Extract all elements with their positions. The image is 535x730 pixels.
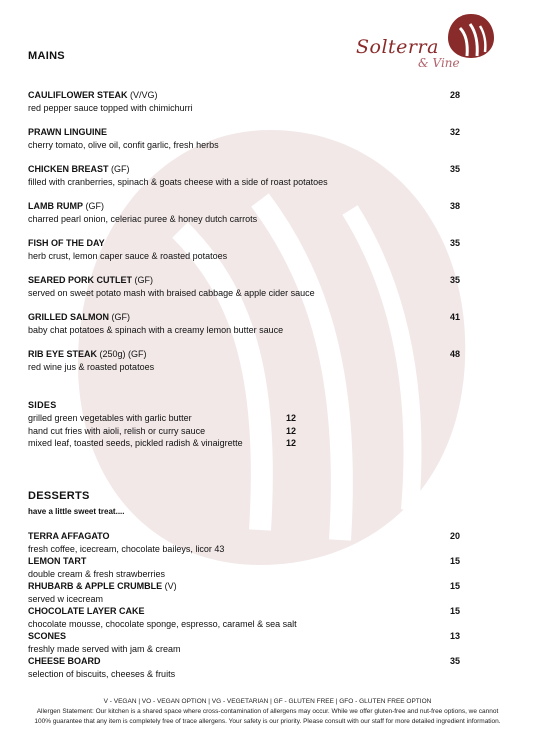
item-title: CHICKEN BREAST [28, 164, 109, 174]
item-description: charred pearl onion, celeriac puree & honey dutch carrots [28, 214, 258, 224]
item-name [28, 530, 460, 542]
item-title: SCONES [28, 631, 67, 641]
item-title: CHOCOLATE LAYER CAKE [28, 606, 145, 616]
item-description: served on sweet potato mash with braised cabbage & apple cider sauce [28, 288, 315, 298]
item-title: FISH OF THE DAY [28, 238, 105, 248]
menu-item [28, 555, 460, 580]
desserts-subtitle: have a little sweet treat.... [28, 507, 125, 516]
item-name [28, 274, 460, 286]
menu-item [28, 163, 460, 188]
brand-subname: & Vine [418, 56, 460, 70]
menu-item [28, 200, 460, 225]
side-item [28, 412, 296, 424]
item-price: 20 [449, 531, 460, 541]
menu-item [28, 655, 460, 680]
item-title: CHEESE BOARD [28, 656, 101, 666]
side-item [28, 425, 296, 437]
menu-item [28, 126, 460, 151]
item-price: 15 [449, 581, 460, 591]
item-description: red wine jus & roasted potatoes [28, 362, 155, 372]
item-title: LAMB RUMP [28, 201, 83, 211]
item-description: served w icecream [28, 594, 104, 604]
dietary-legend: V - VEGAN | VO - VEGAN OPTION | VG - VEGETARIAN | GF - GLUTEN FREE | GFO - GLUTEN FREE OPTION [103, 698, 432, 705]
item-dietary-tag: (250g) (GF) [97, 349, 147, 359]
item-price: 15 [449, 606, 460, 616]
item-name [28, 200, 460, 212]
item-price: 15 [449, 556, 460, 566]
item-title: RIB EYE STEAK [28, 349, 98, 359]
item-dietary-tag: (GF) [83, 201, 104, 211]
item-price: 13 [449, 631, 460, 641]
item-name [28, 605, 460, 617]
menu-item [28, 237, 460, 262]
menu-item [28, 89, 460, 114]
item-price: 35 [449, 656, 460, 666]
item-title: CAULIFLOWER STEAK [28, 90, 128, 100]
menu-item [28, 530, 460, 555]
item-title: TERRA AFFAGATO [28, 531, 110, 541]
item-description: filled with cranberries, spinach & goats cheese with a side of roast potatoes [28, 177, 328, 187]
side-description: hand cut fries with aioli, relish or curry sauce [28, 425, 206, 436]
item-description: double cream & fresh strawberries [28, 569, 166, 579]
sides-title: SIDES [28, 400, 57, 410]
item-name [28, 237, 460, 249]
item-title: LEMON TART [28, 556, 87, 566]
side-description: mixed leaf, toasted seeds, pickled radish & vinaigrette [28, 438, 243, 448]
item-description: chocolate mousse, chocolate sponge, espresso, caramel & sea salt [28, 619, 297, 629]
item-dietary-tag: (V) [162, 581, 177, 591]
item-name [28, 163, 460, 175]
item-price: 41 [449, 312, 460, 322]
menu-item [28, 605, 460, 630]
menu-item [28, 311, 460, 336]
item-price: 28 [449, 90, 460, 100]
item-price: 48 [449, 349, 460, 359]
item-title: SEARED PORK CUTLET [28, 275, 133, 285]
item-title: PRAWN LINGUINE [28, 127, 108, 137]
item-price: 35 [449, 275, 460, 285]
item-price: 38 [449, 201, 460, 211]
item-price: 35 [449, 164, 460, 174]
item-description: red pepper sauce topped with chimichurri [28, 103, 193, 113]
side-description: grilled green vegetables with garlic butter [28, 413, 192, 423]
allergen-statement-line2: 100% guarantee that any item is completely free of trace allergens. Your safety is our priority. Please consult with our staff for more detailed ingredient information. [34, 718, 501, 725]
item-name [28, 126, 460, 138]
item-description: cherry tomato, olive oil, confit garlic, fresh herbs [28, 140, 219, 150]
menu-item [28, 630, 460, 655]
item-dietary-tag: (GF) [132, 275, 154, 285]
item-description: freshly made served with jam & cream [28, 644, 181, 654]
item-name [28, 348, 460, 360]
menu-item [28, 348, 460, 373]
item-title: GRILLED SALMON [28, 312, 109, 322]
item-price: 32 [449, 127, 460, 137]
item-dietary-tag: (GF) [108, 164, 130, 174]
item-name [28, 630, 460, 642]
logo-mark-icon [446, 12, 496, 60]
allergen-statement-line1: Allergen Statement: Our kitchen is a shared space where cross-contamination of allergens may occur. While we offer gluten-free and nut-free options, we cannot [36, 708, 499, 715]
item-name [28, 580, 460, 592]
side-price: 12 [285, 438, 296, 448]
item-name [28, 555, 460, 567]
menu-item [28, 274, 460, 299]
item-description: baby chat potatoes & spinach with a creamy lemon butter sauce [28, 325, 284, 335]
item-price: 35 [449, 238, 460, 248]
brand-name: Solterra [356, 36, 439, 58]
mains-title: MAINS [28, 50, 65, 62]
item-name [28, 655, 460, 667]
side-price: 12 [285, 413, 296, 423]
item-dietary-tag: (GF) [109, 312, 130, 322]
item-name [28, 311, 460, 323]
menu-item [28, 580, 460, 605]
item-name [28, 89, 460, 101]
side-price: 12 [285, 425, 296, 436]
item-dietary-tag: (V/VG) [127, 90, 158, 100]
item-description: herb crust, lemon caper sauce & roasted potatoes [28, 251, 228, 261]
side-item [28, 437, 296, 449]
item-description: fresh coffee, icecream, chocolate baileys, licor 43 [28, 544, 225, 554]
item-description: selection of biscuits, cheeses & fruits [28, 669, 176, 679]
desserts-title: DESSERTS [28, 490, 90, 502]
item-title: RHUBARB & APPLE CRUMBLE [28, 581, 163, 591]
